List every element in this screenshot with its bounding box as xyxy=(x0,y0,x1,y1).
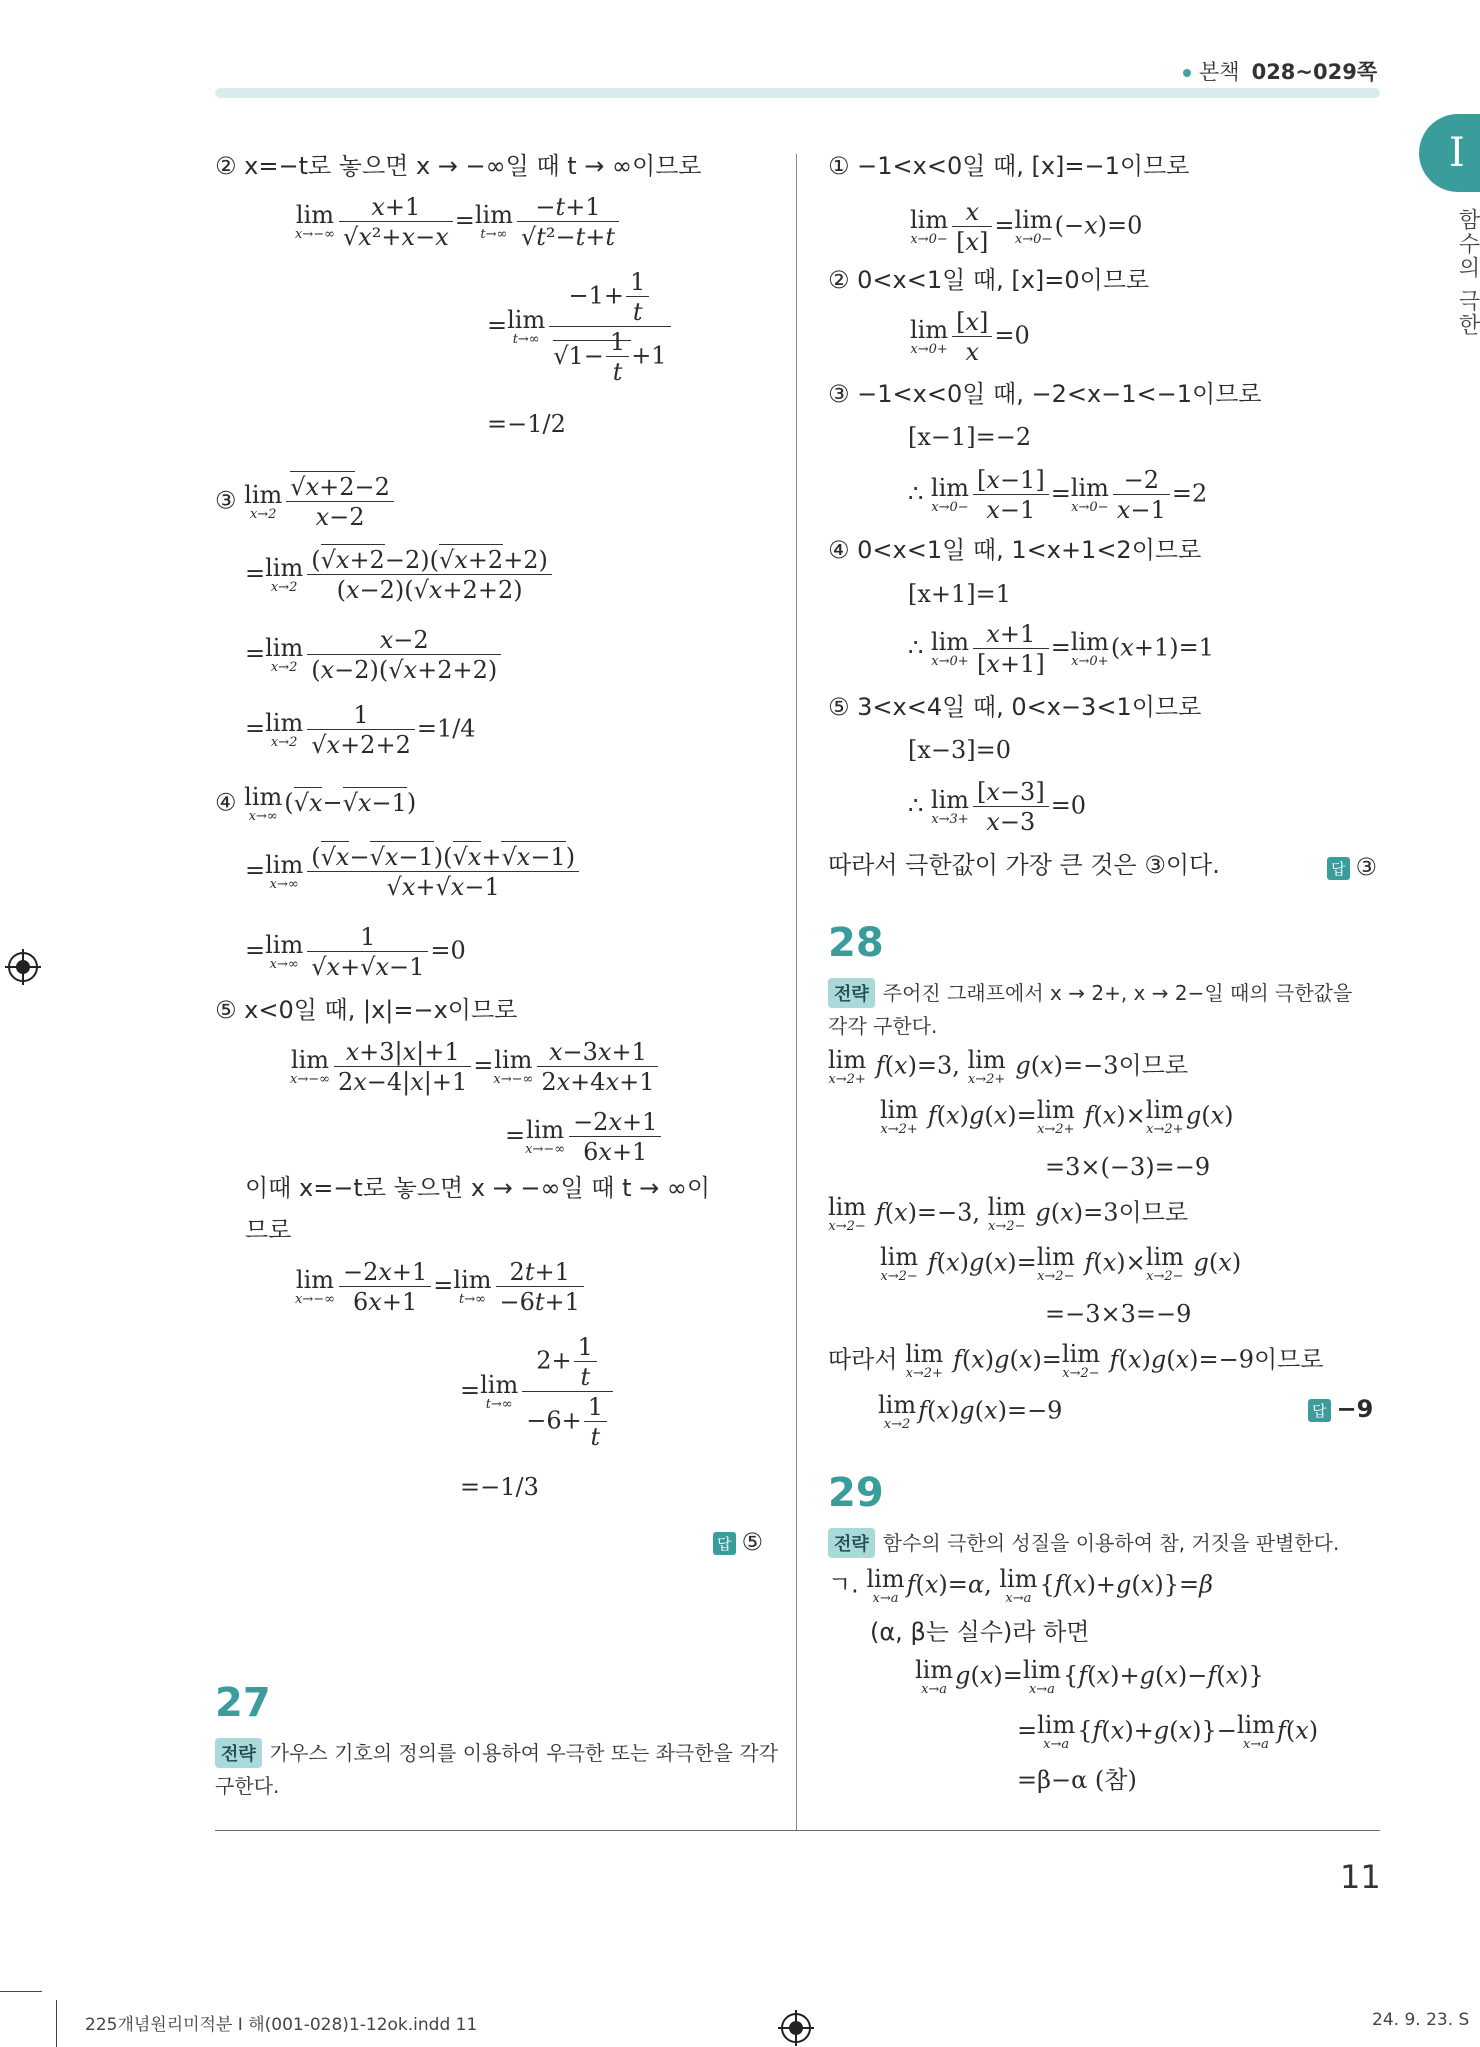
q27-strategy xyxy=(215,1737,778,1768)
q29-strategy-text: 함수의 극한의 성질을 이용하여 참, 거짓을 판별한다. xyxy=(882,1531,1340,1555)
q28-conclusion-lead: 따라서 xyxy=(828,1345,898,1374)
page-number: 11 xyxy=(1340,1858,1381,1896)
p3-step2: = lim x→2 $\frac{(√ x+2-2)(√ x+2+2)}{(x-2)(√ x+2+2)}$ xyxy=(245,548,554,602)
p3-step1: ③ lim x→2 √ $\frac{x+2-2}{x-2}$ xyxy=(215,475,396,529)
p2-step1: lim x→−∞ x+1 √ x²+x−x = lim t→∞ −t+1 √ t²−t+t xyxy=(295,195,621,249)
footer-date: 24. 9. 23. S xyxy=(1372,2010,1470,2030)
q27-number: 27 xyxy=(215,1680,271,1726)
q28-strategy xyxy=(828,977,1352,1008)
p3-step3: = lim x→2 $\frac{x-2}{(x-2)(√ x+2+2)}$ xyxy=(245,628,503,682)
r3-floor: [x−1]=−2 xyxy=(908,423,1032,451)
q29-item1: ㄱ. lim x→a f(x)=α, lim x→a {f(x)+g(x)}=β xyxy=(828,1565,1213,1606)
crop-mark xyxy=(56,2000,57,2047)
q29-final: =β−α (참) xyxy=(1017,1766,1137,1794)
p5-intro: ⑤ x<0일 때, |x|=−x이므로 xyxy=(215,996,518,1024)
registration-mark-icon xyxy=(781,2013,811,2043)
chapter-title: 함수의 극한 xyxy=(1455,208,1480,337)
r4-intro: ④ 0<x<1일 때, 1<x+1<2이므로 xyxy=(828,536,1202,564)
answer-value: ③ xyxy=(1355,853,1378,881)
q28-limits-left: lim x→2− f(x)=−3, lim x→2− g(x)=3이므로 xyxy=(828,1193,1189,1234)
p3-label: ③ xyxy=(215,486,237,515)
p4-step1: ④ lim x→∞ (√ x−√ x−1) xyxy=(215,785,416,823)
q29-item-label: ㄱ. xyxy=(828,1570,859,1599)
p5-step4: = lim t→∞ 2+ $\frac{1}{t}$ −6+ $\frac{1}{t}$ xyxy=(460,1335,615,1449)
q29-assume: (α, β는 실수)라 하면 xyxy=(870,1618,1090,1646)
p3-result: =1/4 xyxy=(416,714,476,743)
p3-step4: = lim x→2 1 √ x+2+2 =1/4 xyxy=(245,703,476,757)
r2-intro: ② 0<x<1일 때, [x]=0이므로 xyxy=(828,266,1150,294)
p5-note-line1: 이때 x=−t로 놓으면 x → −∞일 때 t → ∞이 xyxy=(245,1174,711,1202)
q28-strategy-line1: 주어진 그래프에서 x → 2+, x → 2−일 때의 극한값을 xyxy=(882,981,1353,1005)
strategy-badge: 전략 xyxy=(828,978,875,1008)
answer-value: −9 xyxy=(1336,1395,1374,1423)
header-rule xyxy=(215,88,1380,98)
registration-mark-icon xyxy=(8,952,38,982)
p4-step2: = lim x→∞ (√ x−√ x−1)(√ x+√ x−1) √ x+√ x−1 xyxy=(245,845,581,899)
chapter-numeral: I xyxy=(1449,130,1465,176)
p5-step1: lim x→−∞ $\frac{x+3|x|+1}{2x-4|x|+1}$ = lim x→−∞ $\frac{x-3x+1}{2x+4x+1}$ xyxy=(290,1040,660,1094)
right-conclusion: 따라서 극한값이 가장 큰 것은 ③이다. xyxy=(828,851,1220,879)
q27-strategy-line2: 구한다. xyxy=(215,1774,280,1798)
p4-label: ④ xyxy=(215,788,237,817)
r5-calc: ∴ lim x→3+ $\frac{[x-3]}{x-3}$ =0 xyxy=(908,778,1087,836)
answer-value: ⑤ xyxy=(741,1528,764,1556)
r3-intro: ③ −1<x<0일 때, −2<x−1<−1이므로 xyxy=(828,380,1262,408)
p2-result: =−1/2 xyxy=(487,410,566,438)
bullet-icon xyxy=(1183,69,1191,77)
p2-intro: ② x=−t로 놓으면 x → −∞일 때 t → ∞이므로 xyxy=(215,152,702,180)
q28-product-right: lim x→2+ f(x)g(x)= lim x→2+ f(x)× lim x→2+ g(x) xyxy=(880,1096,1234,1137)
p5-note-line2: 므로 xyxy=(245,1216,292,1244)
chapter-tab xyxy=(1419,114,1480,192)
r1-calc: lim x→0− $\frac{x}{[x]}$ = lim x→0− (−x)=0 xyxy=(910,198,1143,256)
r5-intro: ⑤ 3<x<4일 때, 0<x−3<1이므로 xyxy=(828,693,1202,721)
p5-step2: = lim x→−∞ $\frac{-2x+1}{6x+1}$ xyxy=(505,1110,663,1164)
r2-calc: lim x→0+ $\frac{[x]}{x}$ =0 xyxy=(910,308,1030,366)
q28-number: 28 xyxy=(828,920,884,966)
q28-calc1: =3×(−3)=−9 xyxy=(1045,1153,1211,1181)
crop-mark xyxy=(0,1991,42,1992)
strategy-badge: 전략 xyxy=(828,1528,875,1558)
column-divider xyxy=(796,154,797,1830)
q29-strategy xyxy=(828,1527,1339,1558)
r5-floor: [x−3]=0 xyxy=(908,736,1012,764)
answer-mark: 답 xyxy=(1327,857,1350,880)
p5-result: =−1/3 xyxy=(460,1473,539,1501)
q28-product-left: lim x→2− f(x)g(x)= lim x→2− f(x)× lim x→2− g(x) xyxy=(880,1243,1242,1284)
q27-strategy-line1: 가우스 기호의 정의를 이용하여 우극한 또는 좌극한을 각각 xyxy=(269,1741,778,1765)
r4-floor: [x+1]=1 xyxy=(908,580,1012,608)
page-header xyxy=(1183,56,1377,86)
q28-final: lim x→2 f(x)g(x)=−9 xyxy=(878,1391,1063,1432)
bottom-rule xyxy=(215,1830,1380,1831)
r4-calc: ∴ lim x→0+ $\frac{x+1}{[x+1]}$ = lim x→0+ (x+1)=1 xyxy=(908,620,1214,678)
q29-step2: = lim x→a {f(x)+g(x)}− lim x→a f(x) xyxy=(1017,1711,1319,1752)
book-label: 본책 xyxy=(1199,60,1240,84)
strategy-badge: 전략 xyxy=(215,1738,262,1768)
r3-calc: ∴ lim x→0− $\frac{[x-1]}{x-1}$ = lim x→0− $\frac{-2}{x-1}$ =2 xyxy=(908,466,1208,524)
q28-conclusion: 따라서 lim x→2+ f(x)g(x)= lim x→2− f(x)g(x)=−9이므로 xyxy=(828,1340,1324,1381)
left-answer xyxy=(713,1528,763,1556)
q29-step1: lim x→a g(x)= lim x→a {f(x)+g(x)−f(x)} xyxy=(915,1656,1264,1697)
q29-number: 29 xyxy=(828,1470,884,1516)
p2-step2: = lim t→∞ −1+ $\frac{1}{t}$ √ 1− $\frac{1}{t}$ +1 xyxy=(487,270,673,384)
answer-mark: 답 xyxy=(1308,1399,1331,1422)
q28-calc2: =−3×3=−9 xyxy=(1045,1300,1192,1328)
page-range: 028~029쪽 xyxy=(1251,60,1378,84)
footer-file: 225개념원리미적분 I 해(001-028)1-12ok.indd 11 xyxy=(85,2015,478,2035)
q28-limits-right: lim x→2+ f(x)=3, lim x→2+ g(x)=−3이므로 xyxy=(828,1046,1189,1087)
answer-mark: 답 xyxy=(713,1532,736,1555)
r1-intro: ① −1<x<0일 때, [x]=−1이므로 xyxy=(828,152,1190,180)
p5-step3: lim x→−∞ $\frac{-2x+1}{6x+1}$ = lim t→∞ $\frac{2t+1}{-6t+1}$ xyxy=(295,1260,586,1314)
p4-step3: = lim x→∞ 1 √ x+√ x−1 =0 xyxy=(245,925,466,979)
q28-strategy-line2: 각각 구한다. xyxy=(828,1014,938,1038)
q28-answer xyxy=(1308,1395,1373,1423)
right-answer xyxy=(1327,853,1377,881)
